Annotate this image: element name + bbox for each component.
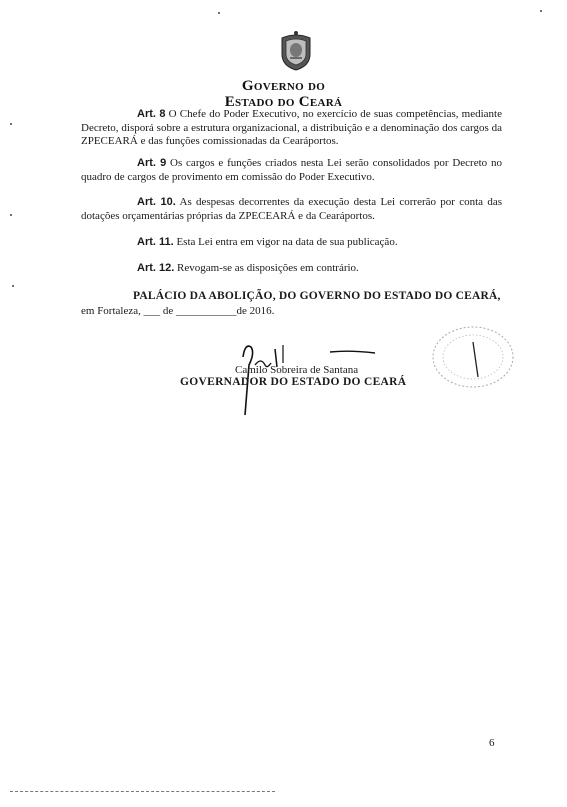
- article-12-text: Revogam-se as disposições em contrário.: [174, 262, 359, 274]
- closing-place-date: em Fortaleza, ___ de ___________de 2016.: [81, 305, 275, 317]
- article-12-label: Art. 12.: [137, 262, 175, 274]
- article-9-label: Art. 9: [137, 157, 167, 169]
- article-8-text: O Chefe do Poder Executivo, no exercício de suas competências, mediante Decreto, disporá sobre a estrutura organizacional, a distribuição e a denominação dos cargos da ZPECEARÁ e das funções comissionadas da Cearáportos.: [81, 108, 502, 147]
- header-governo: Governo do: [241, 78, 326, 94]
- scan-speck: [10, 214, 12, 216]
- signatory-name: Camilo Sobreira de Santana: [235, 364, 359, 376]
- state-seal-emblem: [276, 28, 316, 72]
- article-8: [81, 108, 502, 149]
- official-stamp: [428, 322, 518, 392]
- article-8-label: Art. 8: [137, 108, 166, 120]
- article-9-text: Os cargos e funções criados nesta Lei serão consolidados por Decreto no quadro de cargos de provimento em comissão do Poder Executivo.: [81, 157, 502, 183]
- scan-speck: [10, 123, 12, 125]
- article-11: [81, 236, 502, 250]
- article-10-text: As despesas decorrentes da execução desta Lei correrão por conta das dotações orçamentárias próprias da ZPECEARÁ e da Cearáportos.: [81, 196, 503, 222]
- scan-speck: [218, 12, 220, 14]
- scan-speck: [12, 285, 14, 287]
- closing-palacio-text: PALÁCIO DA ABOLIÇÃO, DO GOVERNO DO ESTADO DO CEARÁ,: [133, 290, 501, 302]
- article-10: [81, 196, 502, 223]
- article-11-label: Art. 11.: [137, 236, 174, 248]
- article-12: [81, 262, 502, 276]
- signatory-title: GOVERNADOR DO ESTADO DO CEARÁ: [180, 376, 407, 388]
- article-9: [81, 157, 502, 184]
- header-estado: Estado do Ceará: [224, 94, 343, 110]
- footer-divider: [10, 791, 275, 792]
- scan-speck: [540, 10, 542, 12]
- article-10-label: Art. 10.: [137, 196, 176, 208]
- article-11-text: Esta Lei entra em vigor na data de sua publicação.: [173, 236, 398, 248]
- page-number: 6: [489, 737, 495, 749]
- closing-palacio: [81, 290, 502, 302]
